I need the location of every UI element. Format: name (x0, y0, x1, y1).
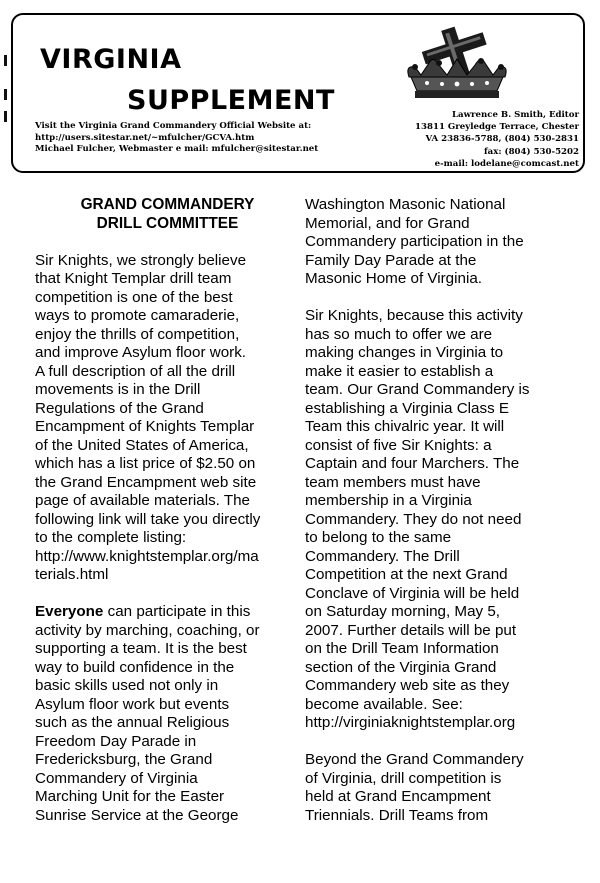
paragraph-line: Conclave of Virginia will be held (305, 584, 520, 602)
paragraph-line: making changes in Virginia to (305, 344, 504, 361)
paragraph-line: Competition at the next Grand (305, 566, 508, 583)
editor-contact (329, 109, 579, 170)
paragraph-line: Sir Knights, we strongly believe (35, 251, 247, 269)
paragraph-line: Asylum floor work but events (35, 695, 230, 713)
paragraph-line: Memorial, and for Grand (305, 214, 470, 232)
paragraph-line: movements is in the Drill (35, 381, 201, 398)
paragraph-line: Triennials. Drill Teams from (305, 806, 489, 824)
paragraph-line: to the complete listing: (35, 529, 187, 546)
paragraph-line: Commandery web site as they (305, 677, 510, 694)
paragraph-line: Encampment of Knights Templar (35, 418, 255, 435)
editor-address-line: 13811 Greyledge Terrace, Chester (415, 122, 579, 133)
paragraph-triennials (305, 751, 567, 825)
paragraph-line: Beyond the Grand Commandery (305, 751, 524, 768)
paragraph-line: page of available materials. The (35, 492, 251, 509)
paragraph-line: that Knight Templar drill team (35, 270, 232, 287)
website-info-line[interactable]: http://users.sitestar.net/~mfulcher/GCVA.htm (35, 132, 255, 143)
paragraph-line: Everyone can participate in this (35, 603, 251, 620)
website-info-line: Michael Fulcher, Webmaster e mail: mfulcher@sitestar.net (35, 144, 319, 154)
paragraph-line: A full description of all the drill (35, 362, 236, 380)
paragraph-line: Commandery of Virginia (35, 769, 198, 787)
paragraph-line: consist of five Sir Knights: a (305, 436, 492, 454)
paragraph-class-e-team (305, 307, 567, 733)
paragraph-line: on the Drill Team Information (305, 640, 499, 657)
paragraph-line: enjoy the thrills of competition, (35, 325, 240, 343)
paragraph-continued (305, 196, 567, 289)
masthead-title-virginia: VIRGINIA (40, 44, 182, 75)
paragraph-line: way to build confidence in the (35, 658, 235, 676)
paragraph-line: make it easier to establish a (305, 362, 494, 380)
paragraph-line: has so much to offer we are (305, 325, 493, 343)
editor-fax: fax: (804) 530-5202 (483, 146, 579, 157)
paragraph-line: Sir Knights, because this activity (305, 307, 523, 324)
article-heading: GRAND COMMANDERY (80, 196, 255, 213)
masthead-title-supplement: SUPPLEMENT (127, 85, 335, 116)
article-heading: DRILL COMMITTEE (96, 214, 239, 232)
emphasis-everyone: Everyone (35, 603, 104, 620)
paragraph-line: Fredericksburg, the Grand (35, 751, 213, 768)
paragraph-line: Family Day Parade at the (305, 251, 477, 269)
editor-name: Lawrence B. Smith, Editor (451, 110, 579, 120)
paragraph-line: on Saturday morning, May 5, (305, 603, 501, 620)
paragraph-line: establishing a Virginia Class E (305, 399, 510, 417)
paragraph-line: activity by marching, coaching, or (35, 621, 260, 639)
paragraph-line: Marching Unit for the Easter (35, 788, 225, 805)
paragraph-line: Commandery. The Drill (305, 547, 460, 565)
margin-mark (4, 89, 7, 100)
left-column (35, 196, 300, 825)
masthead (11, 13, 585, 173)
paragraph-line: Washington Masonic National (305, 196, 506, 213)
paragraph-line: become available. See: (305, 695, 463, 713)
paragraph-line: supporting a team. It is the best (35, 640, 247, 657)
paragraph-line: Commandery participation in the (305, 233, 524, 250)
paragraph-line: basic skills used not only in (35, 677, 219, 694)
paragraph-line: team members must have (305, 473, 481, 491)
paragraph-line: to belong to the same (305, 529, 452, 546)
paragraph-line: and improve Asylum floor work. (35, 344, 247, 361)
paragraph-line: Team this chivalric year. It will (305, 418, 505, 435)
paragraph-line: section of the Virginia Grand (305, 658, 497, 676)
crown-and-cross-icon (397, 25, 517, 111)
paragraph-line: of Virginia, drill competition is (305, 769, 502, 787)
paragraph-line: http://www.knightstemplar.org/ma (35, 547, 259, 565)
paragraph-line: of the United States of America, (35, 436, 249, 454)
right-column (305, 196, 567, 825)
paragraph-line: the Grand Encampment web site (35, 473, 257, 491)
paragraph-line: membership in a Virginia (305, 492, 472, 509)
paragraph-line: such as the annual Religious (35, 714, 230, 731)
paragraph-line: ways to promote camaraderie, (35, 307, 240, 324)
paragraph-line: Sunrise Service at the George (35, 806, 239, 824)
paragraph-line: following link will take you directly (35, 510, 261, 528)
paragraph-intro (35, 252, 300, 585)
editor-email[interactable]: e-mail: lodelane@comcast.net (434, 158, 579, 169)
paragraph-line: terials.html (35, 566, 109, 583)
paragraph-participation (35, 622, 300, 826)
paragraph-line: 2007. Further details will be put (305, 621, 517, 639)
paragraph-line: competition is one of the best (35, 288, 233, 306)
paragraph-line: Captain and four Marchers. The (305, 455, 520, 472)
paragraph-line: Masonic Home of Virginia. (305, 270, 482, 287)
paragraph-line: which has a list price of $2.50 on (35, 455, 256, 472)
paragraph-line: held at Grand Encampment (305, 788, 491, 805)
paragraph-line: team. Our Grand Commandery is (305, 381, 530, 398)
margin-mark (4, 111, 7, 122)
margin-mark (4, 55, 7, 66)
website-info-line: Visit the Virginia Grand Commandery Official Website at: (35, 121, 312, 131)
paragraph-line: Regulations of the Grand (35, 399, 204, 417)
paragraph-line: Freedom Day Parade in (35, 732, 197, 750)
editor-address-line: VA 23836-5788, (804) 530-2831 (425, 134, 579, 145)
paragraph-line: http://virginiaknightstemplar.org (305, 714, 516, 731)
website-info (35, 121, 355, 156)
paragraph-line: Commandery. They do not need (305, 510, 522, 528)
